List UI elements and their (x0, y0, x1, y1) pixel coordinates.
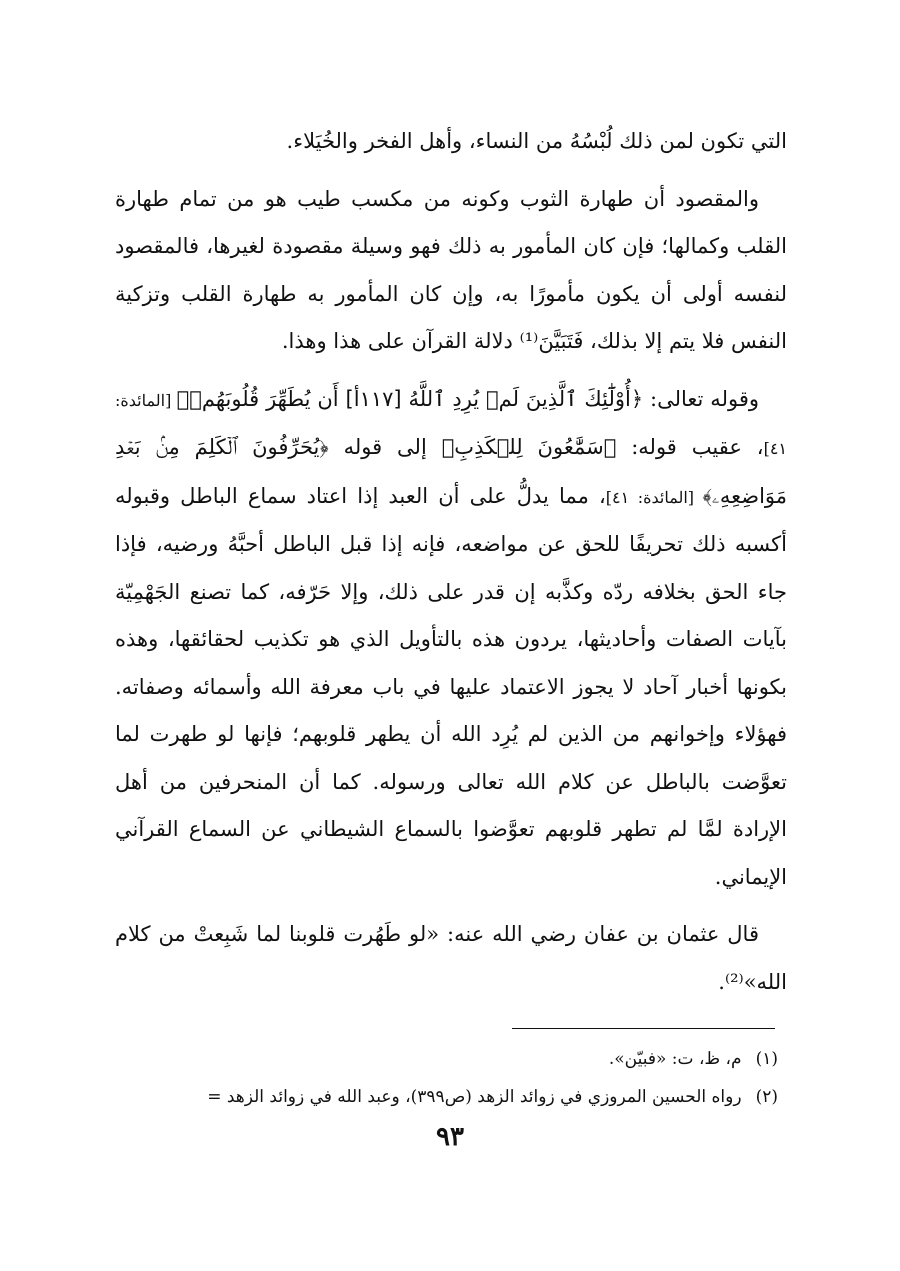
footnote-1 (100, 1040, 778, 1078)
footnotes (100, 1040, 778, 1116)
footnote-text: رواه الحسين المروزي في زوائد الزهد (ص٣٩٩)، وعبد الله في زوائد الزهد = (207, 1087, 742, 1107)
verse-intro: وقوله تعالى: (643, 386, 759, 411)
verse-commentary: ، مما يدلُّ على أن العبد إذا اعتاد سماع الباطل وقبوله أكسبه ذلك تحريفًا للحق عن مواضعه، فإنه إذا قبل الباطل أحبَّهُ ورضيه، فإذا جاء الحق بخلافه ردّه وكذَّبه إن قدر على ذلك، وإلا حَرّفه، كما تصنع الجَهْمِيّة بآيات الصفات وأحاديثها، يردون هذه بالتأويل الذي هو تكذيب لحقائقها، وهذه بكونها أخبار آحاد لا يجوز الاعتماد عليها في باب معرفة الله وأسمائه وصفاته. فهؤلاء وإخوانهم من الذين لم يُرِد الله أن يطهر قلوبهم؛ فإنها لو طهرت لما تعوَّضت بالباطل عن كلام الله تعالى ورسوله. كما أن المنحرفين من أهل الإرادة لمَّا لم تطهر قلوبهم تعوَّضوا بالسماع الشيطاني عن السماع القرآني الإيماني. (115, 483, 787, 889)
paragraph-verse (115, 376, 787, 902)
footnote-number: (١) (755, 1049, 778, 1069)
footnote-separator (512, 1028, 775, 1029)
verse-connector-2: إلى قوله (328, 435, 442, 459)
quran-verse-3: ﴿يُحَرِّفُونَ ٱلۡكَلِمَ مِنۢ بَعۡدِ مَوَاضِعِهِۦ﴾ (115, 435, 788, 508)
quran-verse-1: ﴿أُوْلَٰٓئِكَ ٱلَّذِينَ لَمۡ يُرِدِ ٱللَّهُ [١١٧أ] أَن يُطَهِّرَ قُلُوبَهُمۡ﴾ (176, 386, 644, 411)
paragraph-1: التي تكون لمن ذلك لُبْسُهُ من النساء، وأهل الفخر والخُيَلاء. (286, 129, 787, 153)
main-text (115, 118, 787, 1006)
quran-verse-2: ﴿سَمَّٰعُونَ لِلۡكَذِبِ﴾ (441, 435, 617, 459)
page-number: ٩٣ (436, 1122, 464, 1152)
surah-reference-1: [المائدة: ٤١] (115, 390, 787, 458)
surah-reference-2: [المائدة: ٤١] (605, 487, 703, 507)
paragraph-quote: قال عثمان بن عفان رضي الله عنه: «لو طَهُرت قلوبنا لما شَبِعتْ من كلام الله»⁽²⁾. (115, 922, 787, 994)
footnote-text: م، ظ، ت: «فبيّن». (608, 1049, 742, 1069)
footnote-2 (100, 1078, 778, 1116)
verse-connector-1: ، عقيب قوله: (616, 435, 764, 459)
footnote-number: (٢) (755, 1087, 778, 1107)
paragraph-2: والمقصود أن طهارة الثوب وكونه من مكسب طيب هو من تمام طهارة القلب وكمالها؛ فإن كان المأمور به ذلك فهو وسيلة مقصودة لغيرها، فالمقصود لنفسه أولى أن يكون مأمورًا به، وإن كان المأمور به طهارة القلب وتزكية النفس فلا يتم إلا بذلك، فَتَبَيَّنَ⁽¹⁾ دلالة القرآن على هذا وهذا. (115, 186, 787, 353)
